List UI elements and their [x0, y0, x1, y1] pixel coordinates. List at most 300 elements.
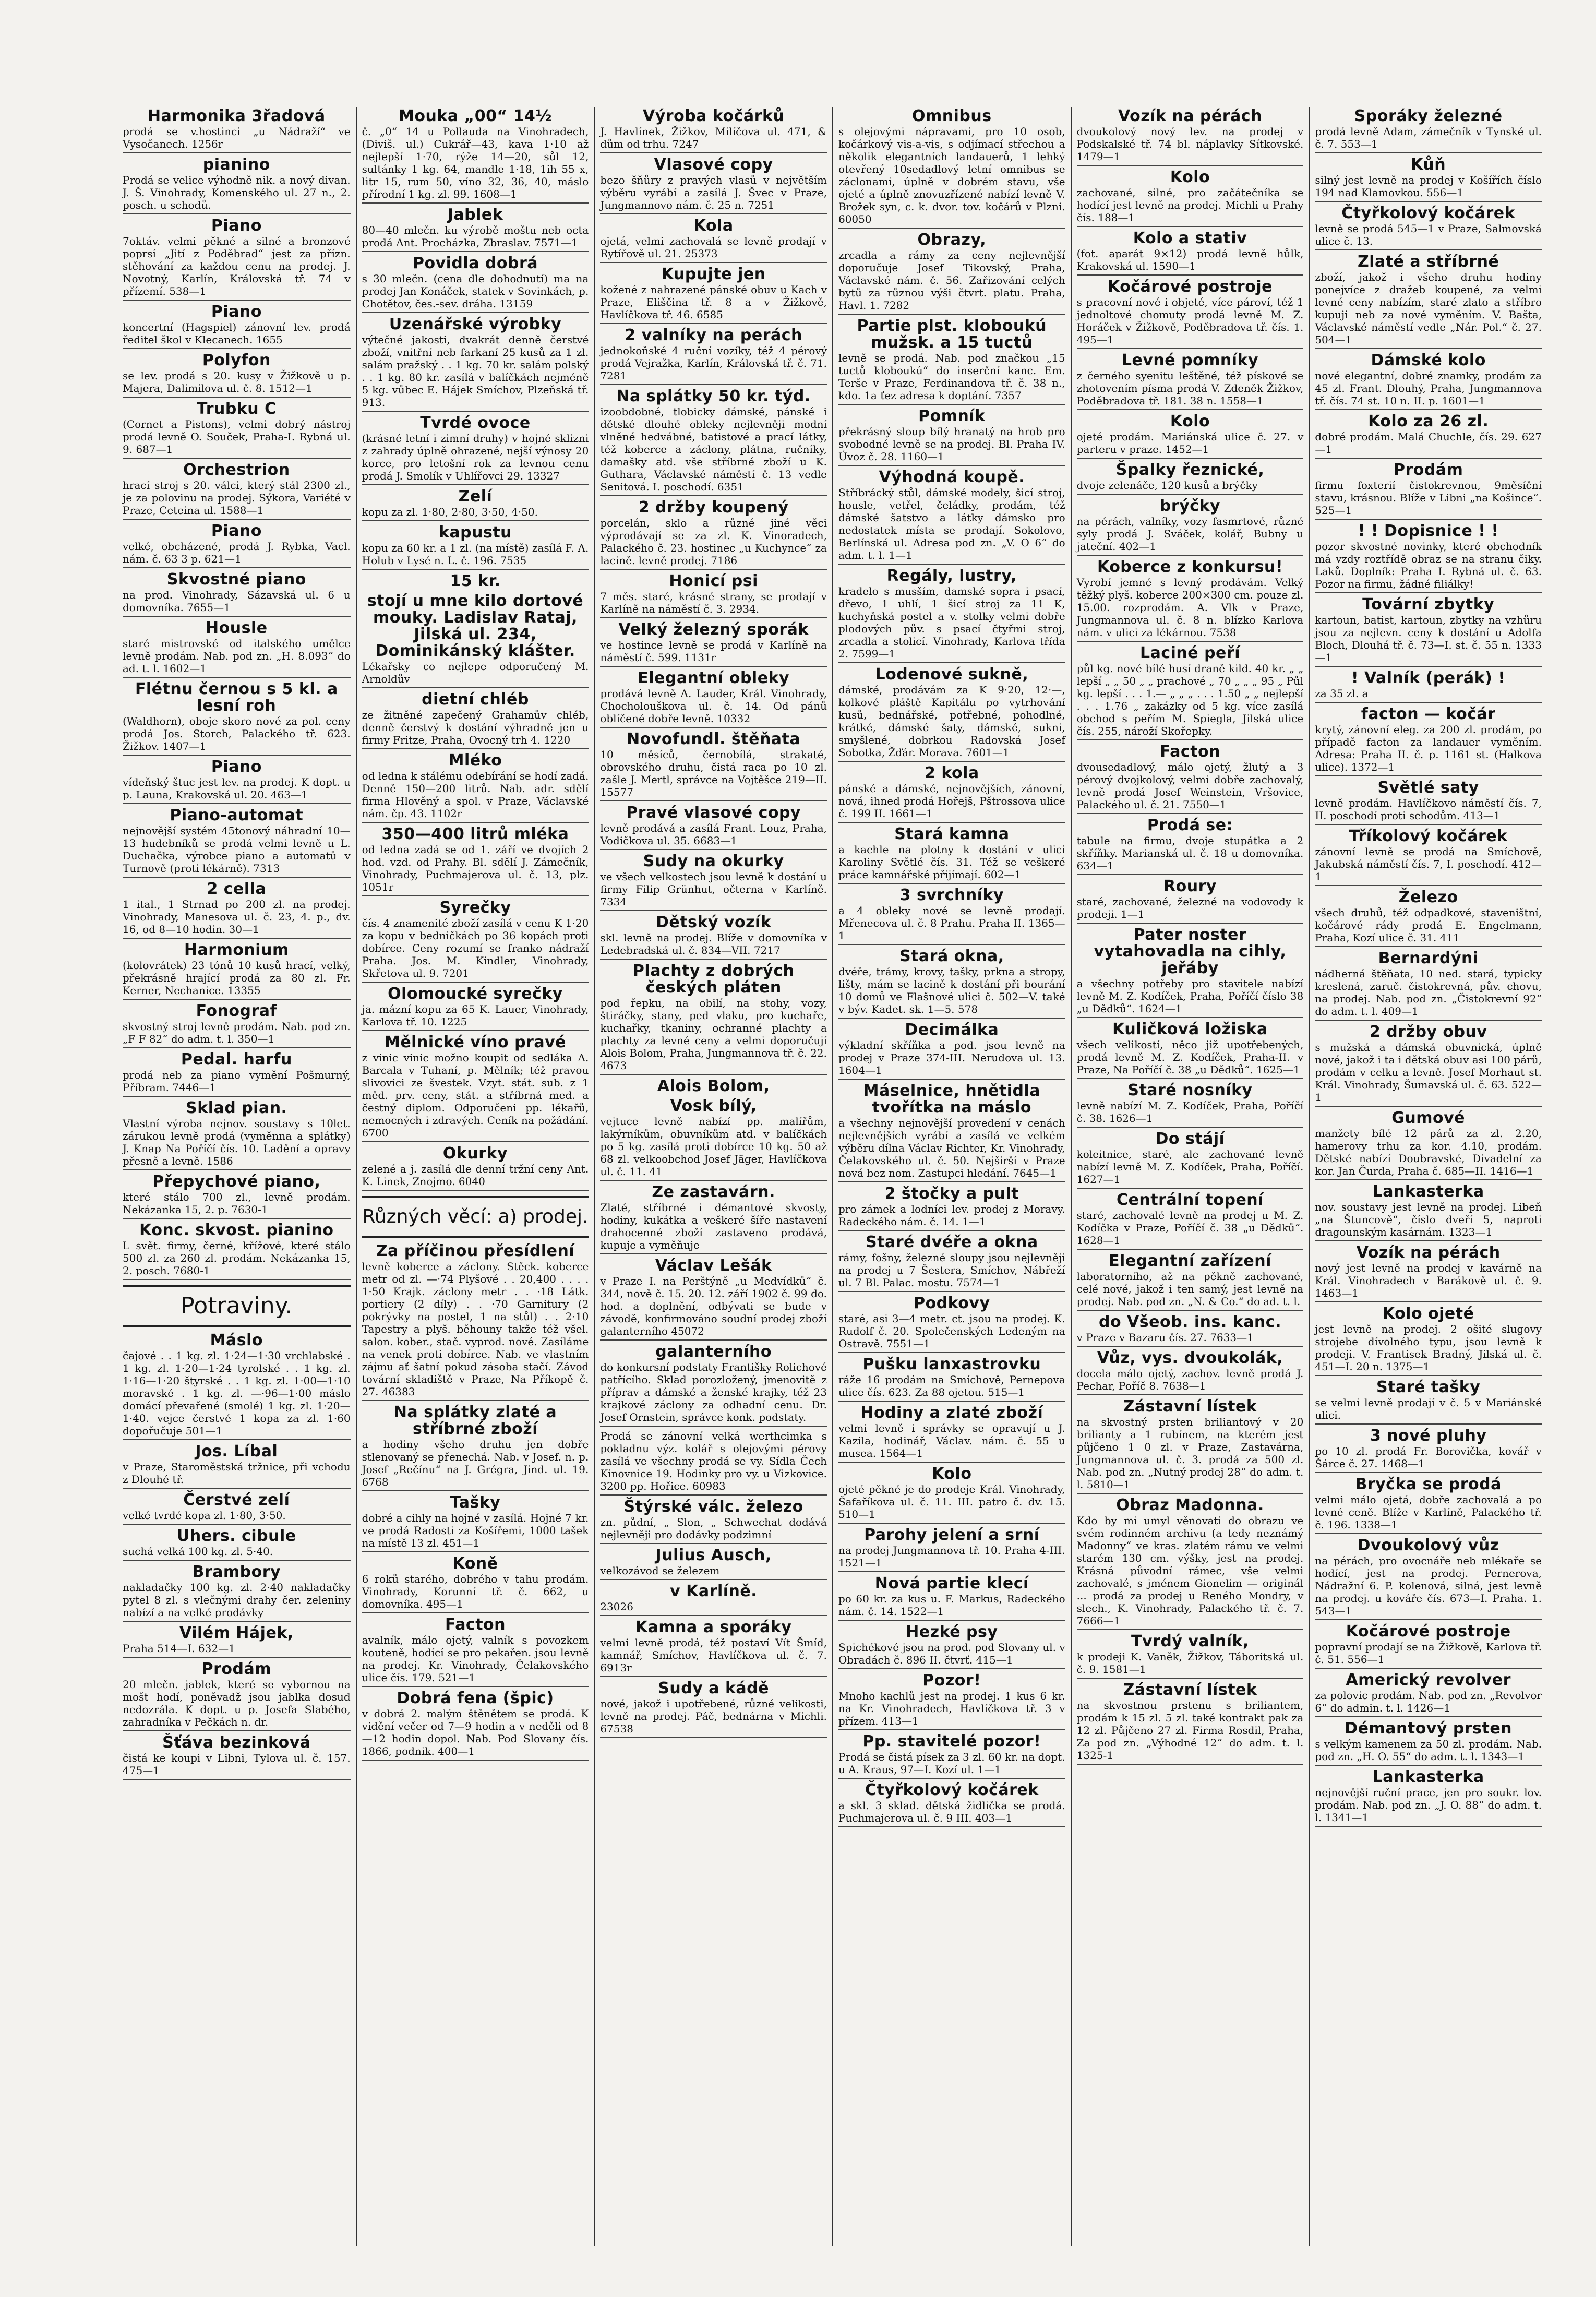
ad-title: Plachty z dobrých českých pláten — [632, 962, 795, 997]
ad-title: Vlasové copy — [654, 155, 773, 174]
ad-body: levně se prodá 545—1 v Praze, Salmovská ulice č. 13. — [1315, 222, 1542, 250]
ad-title: Vilém Hájek, — [179, 1624, 294, 1642]
ad-title: Dobrá fena (špic) — [397, 1689, 554, 1707]
ad-body: L svět. firmy, černé, křížové, které stálo 500 zl. za 260 zl. prodám. Nekázanka 15, 2. posch. 7680-1 — [123, 1239, 351, 1280]
ad-body: staré mistrovské od italského umělce levně prodám. Nab. pod zn. „H. 8.093“ do ad. t. l. 1602—1 — [123, 637, 351, 678]
classified-ad — [123, 1174, 351, 1219]
classified-ad — [1077, 352, 1304, 410]
ad-title: Kuličková ložiska — [1112, 1020, 1268, 1038]
classified-ad — [123, 218, 351, 301]
ad-body: nový jest levně na prodej v kavárně na Král. Vinohradech v Barákově ul. č. 9. 1463—1 — [1315, 1262, 1542, 1302]
ad-title: 2 držby obuv — [1369, 1023, 1487, 1041]
ad-title: Čtyřkolový kočárek — [1341, 204, 1516, 222]
classified-ad — [1077, 1497, 1304, 1630]
ad-title: Kamna a sporáky — [635, 1618, 792, 1636]
ad-body: (Cornet a Pistons), velmi dobrý nástroj prodá levně O. Souček, Praha-I. Rybná ul. 9. 687—1 — [123, 418, 351, 459]
ad-title: 3 svrchníky — [899, 886, 1004, 904]
ad-body: velké, obcházené, prodá J. Rybka, Vacl. nám. č. 63 3 p. 621—1 — [123, 540, 351, 568]
ad-title: Vozík na pérách — [1118, 107, 1262, 125]
ad-body: nov. soustavy jest levně na prodej. Libeň „na Štuncově“, číslo dveří 5, naproti dragounským kasárnám. 1323—1 — [1315, 1201, 1542, 1241]
ad-body: manžety bílé 12 párů za zl. 2.20, hamerovy trhu za kor. 4.10, prodám. Dětské nabízí Doubravské, Divadelní za kor. Jan Čurda, Praha č. 685—II. 1416—1 — [1315, 1127, 1542, 1180]
ad-title: Povidla dobrá — [413, 254, 538, 272]
ad-body: prodává levně A. Lauder, Král. Vinohrady, Chocholouškova ul. č. 14. Od pánů oblíčené dobře levně. 10332 — [600, 687, 827, 728]
ad-title: Honicí psi — [669, 572, 758, 590]
ad-title: Sklad pian. — [186, 1099, 287, 1117]
ad-body: s mužská a dámská obuvnická, úplně nové, jakož i ta i dětská obuv asi 100 párů, prodám v celku a levně. Josef Morhaut st. Král. Vinohrady, Šumavská ul. č. 63. 522—1 — [1315, 1041, 1542, 1107]
classified-ad — [1077, 817, 1304, 875]
classified-ad — [838, 469, 1065, 565]
classified-ad — [1315, 352, 1542, 410]
ad-title: Pozor! — [922, 1671, 981, 1690]
ad-body: jest levně na prodej. 2 ošité slugovy strojebe dívolného typu, jsou levně k prodeji. V. Frantisek Bradný, Jilská ul. č. 451—I. 20 n. 1375—1 — [1315, 1323, 1542, 1376]
ad-title: Stará okna, — [899, 947, 1004, 965]
ad-body: čajové . . 1 kg. zl. 1·24—1·30 vrchlabské . 1 kg. zl. 1·20—1·24 tyrolské . . 1 kg. zl. 1·16—1·20 štyrské . . 1 kg. zl. 1·00—1·10 moravské . 1 kg. zl. —·96—1·00 máslo domácí převařené (smolé) 1 kg. zl. 1·20—1·40. vejce čerstvé 1 kopa za zl. 1·60 dopořučuje 501—1 — [123, 1349, 351, 1440]
ad-title: Železo — [1398, 888, 1458, 906]
ad-body: laboratorního, až na pěkně zachované, celé nové, jakož i ten samý, jest levně na prodej. Nab. pod zn. „N. & Co.“ do ad. t. l. — [1077, 1270, 1304, 1311]
ad-body: výkladní skříňka a pod. jsou levně na prodej v Praze 374-III. Nerudova ul. 13. 1604—1 — [838, 1039, 1065, 1080]
ad-title: Šťáva bezinková — [162, 1733, 311, 1752]
ad-title: galanterního — [655, 1343, 772, 1361]
ad-title: Václav Lešák — [655, 1257, 772, 1275]
ad-title: Trubku C — [197, 400, 277, 418]
ad-title: Konc. skvost. pianino — [139, 1221, 334, 1239]
classified-ad — [1077, 1082, 1304, 1128]
ad-title: Prodám — [201, 1660, 272, 1678]
ad-title: Tvrdé ovoce — [420, 414, 531, 432]
ad-title: Mléko — [448, 751, 502, 770]
column-2 — [356, 107, 594, 2246]
classified-ad — [600, 1258, 827, 1341]
classified-ad — [838, 1624, 1065, 1669]
classified-ad — [1315, 1024, 1542, 1107]
ad-body: (kolovrátek) 23 tónů 10 kusů hrací, velký, překrásně hrající prodá za 80 zl. Fr. Kerner, Nechanice. 13355 — [123, 959, 351, 1000]
ad-title: Regály, lustry, — [886, 567, 1017, 585]
classified-ad — [362, 691, 589, 749]
ad-title: Prodá se: — [1147, 816, 1233, 834]
classified-ad — [123, 1443, 351, 1489]
ad-body: a 4 obleky nové se levně prodají. Mřenecova ul. č. 8 Prahu. Praha II. 1365—1 — [838, 904, 1065, 945]
ad-title: brýčky — [1159, 497, 1221, 515]
ad-title: Vozík na pérách — [1356, 1243, 1501, 1262]
classified-ad — [123, 807, 351, 878]
classified-ad — [838, 568, 1065, 663]
ad-body: rámy, fošny, železné sloupy jsou nejlevněji na prodej u 7 Šestera, Smíchov, Nábřeží ul. 7 Bl. Palac. mostu. 7574—1 — [838, 1251, 1065, 1292]
ad-body: půl kg. nové bílé husí draně kild. 40 kr. „ „ lepší „ „ 50 „ „ prachové „ 70 „ „ „ 95 „ Půl kg. lepší . . . 1.— „ „ „ . . . 1.50 „ „ nejlepší . . . 1.76 „ zakázky od 5 kg. více zasílá obchod s peřím M. Spiegla, Jilská ulice čís. 255, nároží Skořepky. — [1077, 662, 1304, 740]
classified-ad — [838, 408, 1065, 466]
ad-body: nové elegantní, dobré znamky, prodám za 45 zl. Frant. Dlouhý, Praha, Jungmannova tř. čís. 74 st. 10 n. II. p. 1601—1 — [1315, 369, 1542, 410]
ad-title: Roury — [1163, 877, 1217, 895]
ad-body: 7 měs. staré, krásné strany, se prodají v Karlíně na náměstí č. 3. 2934. — [600, 590, 827, 618]
section-heading: Potraviny. — [123, 1285, 351, 1327]
ad-title: 2 držby koupený — [638, 498, 789, 517]
classified-ad — [600, 1098, 827, 1181]
ad-title: Zelí — [458, 487, 493, 506]
classified-ad — [838, 1356, 1065, 1402]
ad-title: Stará kamna — [894, 825, 1010, 843]
classified-ad — [1315, 1428, 1542, 1473]
ad-title: Světlé saty — [1377, 779, 1479, 797]
ad-title: Elegantní zařízení — [1109, 1252, 1271, 1270]
classified-ad — [600, 1547, 827, 1580]
classified-ad — [1077, 108, 1304, 166]
classified-ad — [123, 1492, 351, 1525]
ad-body: 1 ital., 1 Strnad po 200 zl. na prodej. Vinohrady, Manesova ul. č. 23, 4. p., dv. 16, od 8—10 hodin. 30—1 — [123, 898, 351, 939]
ad-body: pozor skvostné novinky, které obchodník má vzdy roztřídě obraz se na stranu čiky. Laků. Doplník: Praha I. Rybná ul. č. 63. Pozor na firmu, žádné filiálky! — [1315, 540, 1542, 593]
ad-body: se lev. prodá s 20. kusy v Žižkově u p. Majera, Dalimilova ul. č. 8. 1512—1 — [123, 369, 351, 398]
ad-body: v Praze I. na Perštýně „u Medvídků“ č. 344, nově č. 15. 20. 12. září 1902 č. 99 do. hod. a doplnění, odbývati se bude v závodě, konfirmováno soudní prodej zboží galanterního 45072 — [600, 1275, 827, 1341]
ad-title: Jablek — [447, 206, 503, 224]
ad-body: krytý, zánovní eleg. za 200 zl. prodám, po případě facton za landauer vyměním. Adresa: Praha II. č. p. 1161 st. (Halkova ulice). 1372—1 — [1315, 723, 1542, 776]
ad-body: bezo šňůry z pravých vlasů v největším výběru vyrábí a zasílá J. Švec v Praze, Jungmannovo nám. č. 25 n. 7251 — [600, 174, 827, 214]
ad-title: Máselnice, hnětidla tvořítka na máslo — [863, 1082, 1041, 1117]
ad-body: 20 mlečn. jablek, které se vybornou na mošt hodí, poněvadž jsou jablka dosud nedozrála. K dopt. u p. Josefa Slabého, zahradníka v Pečkách n. dr. — [123, 1678, 351, 1731]
classified-ad — [1077, 1398, 1304, 1494]
ad-title: Piano — [211, 217, 262, 235]
ad-body: jednokoňské 4 ruční vozíky, též 4 pérový prodá Vejražka, Karlín, Královská tř. č. 71. 7281 — [600, 344, 827, 385]
classified-ad — [362, 593, 589, 688]
classified-ad — [838, 887, 1065, 945]
ad-title: v Karlíně. — [670, 1582, 758, 1600]
ad-title: stojí u mne kilo dortové mouky. Ladislav Rataj, Jilská ul. 234, Dominikánský klášter. — [367, 592, 584, 660]
ad-body: ojeté pěkné je do prodeje Král. Vinohrady, Šafaříkova ul. č. 11. III. patro č. dv. 15. 510—1 — [838, 1483, 1065, 1524]
ad-title: Gumové — [1391, 1109, 1466, 1127]
column-5 — [1071, 107, 1309, 2246]
ad-title: Levné pomníky — [1121, 351, 1259, 369]
ad-body: kradelo s musším, damské sopra i psací, dřevo, 1 uhlí, 1 šicí stroj za 11 K, kuchyňská postel a v. stolky velmi dobře plodových pův. s psací čtyřmi stroj, zrcadla a stolicí. Vinohrady, Karlova třída 2. 7599—1 — [838, 585, 1065, 663]
classified-ad — [600, 157, 827, 214]
ad-body: do konkursní podstaty Františky Rolichové patřícího. Sklad porozložený, jmenovitě z příprav a dámské a ženské krajky, též 23 krajkové záclony za odhadní cenu. Dr. Josef Ornstein, správce konk. podstaty. — [600, 1361, 827, 1427]
ad-title: Kupujte jen — [661, 265, 766, 283]
ad-body: všech druhů, též odpadkové, staveništní, kočárové rády prodá E. Engelmann, Praha, Kozí ulice č. 31. 411 — [1315, 906, 1542, 947]
classified-ad — [838, 108, 1065, 229]
ad-body: vídeňský štuc jest lev. na prodej. K dopt. u p. Launa, Krakovská ul. 20. 463—1 — [123, 776, 351, 804]
ad-body: překrásný sloup bílý hranatý na hrob pro svobodné levně se na prodej. Bl. Praha IV. Úvoz č. 28. 1160—1 — [838, 425, 1065, 466]
ad-body: nejnovější ruční prace, jen pro soukr. lov. prodám. Nab. pod zn. „J. O. 88“ do adm. t. l. 1341—1 — [1315, 1786, 1542, 1827]
ad-body: ze žitněné zapečený Grahamův chléb, denně čerstvý k dostání výhradně jen u firmy Fritze, Praha, Ovocný trh 4. 1220 — [362, 709, 589, 749]
classified-ad — [600, 266, 827, 324]
classified-ad — [838, 666, 1065, 762]
classified-ad — [1077, 462, 1304, 495]
ad-title: Zástavní lístek — [1123, 1397, 1257, 1416]
ad-body: čís. 4 znamenité zboží zasílá v cenu K 1·20 za kopu v bedničkách po 36 kopách proti dobírce. Ceny rozumí se franko nádraží Praha. Jos. M. Kindler, Vinohrady, Skřetova ul. 9. 7201 — [362, 917, 589, 983]
ad-title: ! Valník (perák) ! — [1351, 669, 1506, 687]
ad-body: s pracovní nové i objeté, více pároví, též 1 jednoltové chomuty prodá levně M. Z. Horáček v Žižkově, Poděbradova tř. čís. 1. 495—1 — [1077, 296, 1304, 349]
ad-title: Staré nosníky — [1127, 1081, 1253, 1099]
classified-ad — [123, 108, 351, 153]
ad-body: nové, jakož i upotřebené, různé velikosti, levně na prodej. Páč, bednárna v Michli. 67538 — [600, 1697, 827, 1738]
classified-ad — [123, 1564, 351, 1622]
classified-ad — [838, 1234, 1065, 1292]
ad-title: Kočárové postroje — [1108, 278, 1273, 296]
ad-body: na skvostný prsten briliantový v 20 brilianty a 1 rubínem, na kterém jest půjčeno 1 0 zl. v Praze, Zastavárna, Jungmannova ul. č. 3. prodá za 500 zl. Nab. pod zn. „Nutný prodej 28“ do adm. t. l. 5810—1 — [1077, 1416, 1304, 1494]
ad-body: kartoun, batist, kartoun, zbytky na vzhůru jsou za nejlevn. ceny k dostání u Adolfa Bloch, Dlouhá tř. č. 73—I. st. č. 55 n. 1333—1 — [1315, 614, 1542, 667]
ad-title: Koně — [452, 1554, 498, 1573]
ad-title: pianino — [202, 155, 270, 174]
classified-ad — [362, 573, 589, 590]
ad-title: Špalky řeznické, — [1115, 461, 1265, 479]
classified-ad — [600, 1499, 827, 1544]
classified-ad — [123, 304, 351, 349]
ad-body: staré, asi 3—4 metr. ct. jsou na prodej. K. Rudolf č. 20. Společenských Ledeným na Ostravě. 7551—1 — [838, 1312, 1065, 1353]
classified-ad — [838, 1022, 1065, 1080]
ad-title: 350—400 litrů mléka — [381, 825, 569, 843]
ad-body: docela málo ojetý, zachov. levně prodá J. Pechar, Poříč 8. 7638—1 — [1077, 1367, 1304, 1395]
ad-title: Jos. Líbal — [195, 1442, 278, 1461]
ad-body: a skl. 3 sklad. dětská židlička se prodá. Puchmajerova ul. č. 9 III. 403—1 — [838, 1799, 1065, 1827]
ad-body: staré, zachované, železné na vodovody k prodeji. 1—1 — [1077, 895, 1304, 924]
ad-body: tabule na firmu, dvoje stupátka a 2 skříňky. Marianská ul. č. 18 u domovníka. 634—1 — [1077, 834, 1304, 875]
ad-title: Novofundl. štěňata — [627, 730, 801, 748]
classified-ad — [1077, 230, 1304, 276]
ad-title: Piano — [211, 303, 262, 321]
classified-ad — [1315, 1672, 1542, 1717]
classified-ad — [123, 462, 351, 520]
column-1 — [117, 107, 356, 2246]
classified-ad — [123, 759, 351, 804]
classified-ad — [362, 1034, 589, 1142]
ad-body: skl. levně na prodej. Blíže v domovníka v Ledebradská ul. č. 834—VII. 7217 — [600, 931, 827, 960]
classified-ad — [1077, 1633, 1304, 1679]
ad-body: které stálo 700 zl., levně prodám. Nekázanka 15, 2. p. 7630-1 — [123, 1191, 351, 1219]
ad-body: izoobdobné, tlobicky dámské, pánské i dětské dlouhé obleky nejlevněji modní vlněné hedvábné, batistové a prací látky, též koberce a záclony, plátna, ručníky, damašky atd. vše stříbrné zboží u K. Guthara, Václavské náměstí č. 13 vedle Senitová. I. poschodí. 6351 — [600, 405, 827, 496]
ad-body: levně nabízí M. Z. Kodíček, Praha, Poříčí č. 38. 1626—1 — [1077, 1099, 1304, 1128]
ad-body: suchá velká 100 kg. zl. 5·40. — [123, 1545, 351, 1561]
classified-ad — [1315, 889, 1542, 947]
ad-body: ráže 16 prodám na Smíchově, Pernepova ulice čís. 623. Za 88 ojetou. 515—1 — [838, 1373, 1065, 1402]
ad-title: Skvostné piano — [166, 570, 306, 589]
ad-body: s velkým kamenem za 50 zl. prodám. Nab. pod zn. „H. O. 55“ do adm. t. l. 1343—1 — [1315, 1738, 1542, 1766]
ad-body: levně koberce a záclony. Stěck. koberce metr od zl. —·74 Plyšové . . 20,400 . . . . 1·50 Krajk. záclony metr . . ·18 Látk. portiery (2 díly) . . ·70 Garnitury (2 pokrývky na postel, 1 na stůl) . . 2·10 Tapestry a plyš. běhouny takže též všel. salon. kober., stač. vyprod. nové. Zasíláme na venek proti dobírce. Nab. ve vlastním zájmu ať šatní pokud zásoba stačí. Závod tovární skladiště v Praze, Na Příkopě č. 27. 46383 — [362, 1260, 589, 1401]
ad-title: Pedal. harfu — [181, 1050, 292, 1069]
ad-title: Na splátky zlaté a stříbrné zboží — [393, 1403, 557, 1438]
ad-title: Staré dvéře a okna — [866, 1233, 1038, 1251]
ad-body: na skvostnou prstenu s briliantem, prodám k 15 zl. 5 zl. také kontrakt pak za 12 zl. Půjčeno 27 zl. Firma Rosdil, Praha, Za pod zn. „Výhodné 12“ do adm. t. l. 1325-1 — [1077, 1699, 1304, 1765]
ad-title: Podkovy — [914, 1294, 990, 1312]
classified-ad — [123, 881, 351, 939]
classified-ad — [362, 826, 589, 896]
ad-title: Čtyřkolový kočárek — [865, 1781, 1039, 1799]
classified-ad — [362, 108, 589, 204]
ad-title: Hezké psy — [906, 1623, 998, 1641]
ad-title: Centrální topení — [1117, 1191, 1264, 1209]
ad-title: Máslo — [210, 1331, 263, 1349]
classified-ad — [600, 1430, 827, 1496]
ad-title: Okurky — [442, 1144, 508, 1163]
ad-title: Orchestrion — [183, 461, 290, 479]
ad-body: Vyrobí jemné s levný prodávám. Velký těžký plyš. koberce 200×300 cm. pouze zl. 15.00. rozprodám. A. Vlk v Praze, Jungmannova ul. č. 8 n. blízko Karlova nám. v ulici za lékárnou. 7538 — [1077, 576, 1304, 642]
newspaper-page — [117, 107, 1547, 2246]
classified-ad — [1077, 559, 1304, 642]
ad-title: dietní chléb — [422, 690, 529, 709]
classified-ad — [1315, 1110, 1542, 1180]
ad-body: ve všech velkostech jsou levně k dostání u firmy Filip Grünhut, očterna v Karlíně. 7334 — [600, 870, 827, 911]
ad-title: Fonograf — [196, 1002, 278, 1020]
ad-title: Dámské kolo — [1371, 351, 1486, 369]
classified-ad — [1315, 523, 1542, 593]
ad-body: nádherná štěňata, 10 ned. stará, typicky kreslená, zaruč. čistokrevná, pův. chovu, na prodej. Nab. pod zn. „Čistokrevní 92“ do adm. t. l. 409—1 — [1315, 967, 1542, 1021]
ad-title: Harmonika 3řadová — [148, 107, 326, 125]
ad-title: Piano — [211, 758, 262, 776]
ad-title: Flétnu černou s 5 kl. a lesní roh — [135, 680, 338, 715]
classified-ad — [600, 914, 827, 960]
section-heading: Různých věcí: a) prodej. — [362, 1196, 589, 1238]
ad-title: kapustu — [438, 523, 512, 542]
column-4 — [832, 107, 1071, 2246]
classified-ad — [1077, 927, 1304, 1018]
ad-body: Prodá se čistá písek za 3 zl. 60 kr. na dopt. u A. Kraus, 97—I. Kozí ul. 1—1 — [838, 1751, 1065, 1779]
classified-ad — [123, 352, 351, 398]
ad-body: silný jest levně na prodej v Košířích číslo 194 nad Klamovkou. 556—1 — [1315, 174, 1542, 202]
ad-title: Uzenářské výrobky — [389, 315, 562, 333]
ad-title: 15 kr. — [450, 572, 501, 590]
classified-ad — [1077, 498, 1304, 556]
ad-title: Decimálka — [905, 1021, 999, 1039]
ad-title: Obraz Madonna. — [1116, 1496, 1264, 1514]
ad-body: na pérách, valníky, vozy fasmrtové, různé syly prodá J. Sváček, kolář, Bubny u jateční. 402—1 — [1077, 515, 1304, 556]
ad-body: (krásné letní i zimní druhy) v hojné sklizni z zahrady úplně ohrazené, nejší výnosy 20 korce, pro letošní rok za levnou cenu prodá J. Smolík v Uhlířovci 29. 13327 — [362, 432, 589, 485]
ad-title: Pp. stavitelé pozor! — [862, 1732, 1041, 1751]
ad-title: Parohy jelení a srní — [864, 1526, 1040, 1544]
classified-ad — [1077, 1131, 1304, 1189]
ad-body: kopu za zl. 1·80, 2·80, 3·50, 4·50. — [362, 506, 589, 521]
ad-body: a kachle na plotny k dostání v ulici Karoliny Světlé čís. 31. Též se veškeré práce kamnářské přijímají. 602—1 — [838, 843, 1065, 884]
ad-title: Piano — [211, 522, 262, 540]
ad-title: Olomoucké syrečky — [388, 985, 563, 1003]
classified-ad — [1315, 205, 1542, 250]
ad-body: v dobrá 2. malým štěnětem se prodá. K vidění večer od 7—9 hodin a v neděli od 8—12 hodin dopol. Nab. Pod Slovany čís. 1866, podnik. 400—1 — [362, 1707, 589, 1761]
ad-body: (Waldhorn), oboje skoro nové za pol. ceny prodá Jos. Storch, Palackého tř. 623. Žižkov. 1407—1 — [123, 715, 351, 756]
classified-ad — [600, 853, 827, 911]
ad-title: Sporáky železné — [1354, 107, 1503, 125]
classified-ad — [362, 415, 589, 485]
ad-title: Do stájí — [1155, 1130, 1225, 1148]
classified-ad — [1315, 1720, 1542, 1766]
ad-body: koncertní (Hagspiel) zánovní lev. prodá ředitel škol v Klecanech. 1655 — [123, 321, 351, 349]
ad-title: Pomník — [918, 407, 986, 425]
ad-body: na prodej Jungmannova tř. 10. Praha 4-III. 1521—1 — [838, 1544, 1065, 1572]
ad-body: k prodeji K. Vaněk, Žižkov, Táboritská ul. č. 9. 1581—1 — [1077, 1650, 1304, 1679]
classified-ad — [1315, 670, 1542, 703]
classified-ad — [838, 1782, 1065, 1827]
ad-body: a všechny nejnovější provedení v cenách nejlevnějších vyrábí a zasílá ve velkém výběru dílna Václav Richter, Kr. Vinohrady, Čelakovského ul. č. 50. Nejširší v Praze nová bez nom. Zastupci hledání. 7645—1 — [838, 1117, 1065, 1182]
ad-body: 80—40 mlečn. ku výrobě moštu neb octa prodá Ant. Procházka, Zbraslav. 7571—1 — [362, 224, 589, 252]
ad-body: nejnovější systém 45tonový náhradní 10—13 hudebníků se prodá velmi levně u L. Duchačka, výrobce piano a automatů v Turnově (proti lékárně). 7313 — [123, 824, 351, 878]
ad-body: dvousedadlový, málo ojetý, žlutý a 3 pérový dvojkolový, velmi dobře zachovalý, levně prodá Josef Weinstein, Vršovice, Palackého ul. č. 21. 7550—1 — [1077, 761, 1304, 814]
classified-ad — [838, 948, 1065, 1019]
ad-title: Tříkolový kočárek — [1349, 827, 1508, 845]
ad-body: od ledna zadá se od 1. září ve dvojích 2 hod. vzd. od Prahy. Bl. sdělí J. Zámečník, Vinohrady, Puchmajerova ul. č. 13, plz. 1051r — [362, 843, 589, 896]
ad-title: Mouka „00“ 14½ — [399, 107, 552, 125]
ad-body: všech velikostí, něco již upotřebených, prodá levně M. Z. Kodíček, Praha-II. v Praze, Na Poříčí č. 38 „u Dědků“. 1625—1 — [1077, 1038, 1304, 1079]
ad-body: velkozávod se železem — [600, 1564, 827, 1580]
ad-body: pánské a dámské, nejnovějších, zánovní, nová, ihned prodá Hořejš, Pštrossova ulice č. 199 II. 1661—1 — [838, 782, 1065, 823]
ad-body: Mnoho kachlů jest na prodej. 1 kus 6 kr. na Kr. Vinohradech, Havlíčkova tř. 3 v přízem. 413—1 — [838, 1690, 1065, 1730]
ad-title: Čerstvé zelí — [183, 1491, 290, 1509]
ad-title: Facton — [445, 1616, 506, 1634]
ad-body: se velmi levně prodají v č. 5 v Mariánské ulici. — [1315, 1396, 1542, 1425]
classified-ad — [838, 1405, 1065, 1463]
ad-body: z vinic vinic možno koupit od sedláka A. Barcala v Tuhaní, p. Mělník; též pravou slivovici ze švestek. Vzyt. stát. sub. z 1 měd. prv. ceny, stát. a stříbrná med. a čestný diplom. Odporučeni pp. lékařů, nemocných i zdravých. Ceník na požádání. 6700 — [362, 1051, 589, 1142]
classified-ad — [600, 388, 827, 496]
classified-ad — [600, 1680, 827, 1738]
ad-body: velmi levně i správky se opravují u J. Kazila, hodinář, Václav. nám. č. 55 u musea. 1564—1 — [838, 1422, 1065, 1463]
ad-title: Velký železný sporák — [618, 620, 809, 639]
ad-body: zelené a j. zasílá dle denní tržní ceny Ant. K. Linek, Znojmo. 6040 — [362, 1163, 589, 1191]
ad-body: v Praze, Staroměstská tržnice, při vchodu z Dlouhé tř. — [123, 1461, 351, 1489]
ad-body: velké tvrdé kopa zl. 1·80, 3·50. — [123, 1509, 351, 1525]
ad-body: v Praze v Bazaru čís. 27. 7633—1 — [1077, 1331, 1304, 1347]
classified-ad — [1315, 1623, 1542, 1669]
classified-ad — [600, 1344, 827, 1427]
classified-ad — [1315, 706, 1542, 776]
classified-ad — [600, 670, 827, 728]
ad-title: 2 štočky a pult — [884, 1185, 1019, 1203]
ad-title: Zlaté a stříbrné — [1357, 253, 1499, 271]
classified-ad — [1315, 1183, 1542, 1241]
classified-ad — [362, 488, 589, 521]
classified-ad — [838, 826, 1065, 884]
ad-title: Ze zastavárn. — [652, 1183, 775, 1201]
classified-ad — [1077, 169, 1304, 227]
ad-title: Pravé vlasové copy — [626, 804, 801, 822]
ad-title: Obrazy, — [917, 231, 987, 249]
classified-ad — [1077, 279, 1304, 349]
classified-ad — [362, 1494, 589, 1552]
classified-ad — [1077, 1314, 1304, 1347]
ad-body: prodá neb za piano vymění Pošmurný, Příbram. 7446—1 — [123, 1069, 351, 1097]
classified-ad — [600, 805, 827, 850]
ad-body: s olejovými nápravami, pro 10 osob, kočárkový vis-a-vis, s odjímací střechou a několik elegantních landauerů, 1 lehký otevřený 10sedadlový letní omnibus se záclonami, úplně v dobrém stavu, vše ojeté a úplně znovuzřízené nabízí levně V. Brožek syn, c. k. dvor. tov. kočárů v Plzni. 60050 — [838, 125, 1065, 229]
ad-body: a všechny potřeby pro stavitele nabízí levně M. Z. Kodíček, Praha, Poříčí číslo 38 „u Dědků“. 1624—1 — [1077, 977, 1304, 1018]
ad-body: porcelán, sklo a různé jiné věci výprodávají se za zl. K. Vinoradech, Palackého č. 23. hostinec „u Kuchynce“ za lacině. levně prodej. 7186 — [600, 517, 827, 570]
ad-body: č. „0“ 14 u Pollauda na Vinohradech, (Diviš. ul.) Cukrář—43, kava 1·10 až nejlepší 1·70, rýže 14—20, sůl 12, sultánky 1 kg. 64, mandle 1·18, 1ih 55 x, litr 15, rum 50, víno 32, 36, 40, máslo přírodní 1 kg. zl. 99. 1608—1 — [362, 125, 589, 204]
ad-title: Nová partie klecí — [874, 1574, 1029, 1593]
ad-body: zn. půdní, „ Slon, „ Schwechat dodává nejlevněji pro dodávky podzimní — [600, 1516, 827, 1544]
ad-title: Sudy na okurky — [643, 852, 784, 870]
ad-body: levně prodává a zasílá Frant. Louz, Praha, Vodičkova ul. 35. 6683—1 — [600, 822, 827, 850]
classified-ad — [600, 499, 827, 570]
ad-title: Pušku lanxastrovku — [862, 1355, 1041, 1373]
ad-title: Kůň — [1411, 155, 1446, 174]
ad-body: Lékařsky co nejlepe odporučený M. Arnoldův — [362, 660, 589, 688]
classified-ad — [123, 401, 351, 459]
classified-ad — [838, 1527, 1065, 1572]
ad-body: výtečné jakosti, dvakrát denně čerstvé zboží, vnitřní neb farkaní 25 kusů za 1 zl. salám pražský . . 1 kg. 70 kr. salám polský . . 1 kg. 80 kr. zasílá v balíčkách nejméně 5 kg. vůbec E. Hájek Smíchov, Plzeňská tř. 913. — [362, 333, 589, 412]
ad-title: Kolo — [932, 1465, 972, 1483]
classified-ad — [123, 1332, 351, 1440]
ad-body: levně prodám. Havlíčkovo náměstí čís. 7, II. poschodí proti schodům. 413—1 — [1315, 797, 1542, 825]
classified-ad — [600, 1078, 827, 1095]
classified-ad — [362, 524, 589, 570]
classified-ad — [1315, 462, 1542, 520]
classified-ad — [838, 765, 1065, 823]
column-3 — [594, 107, 832, 2246]
ad-body: s 30 mlečn. (cena dle dohodnutí) ma na prodej Jan Konáček, statek v Sovinkách, p. Chotětov, čes.-sev. dráha. 13159 — [362, 272, 589, 313]
classified-ad — [123, 157, 351, 214]
classified-ad — [1077, 1253, 1304, 1311]
classified-ad — [362, 1145, 589, 1191]
classified-ad — [123, 1625, 351, 1658]
classified-ad — [1077, 744, 1304, 814]
ad-title: Prodám — [1393, 461, 1463, 479]
classified-ad — [600, 963, 827, 1075]
ad-body: ve hostince levně se prodá v Karlíně na náměstí č. 599. 1131r — [600, 639, 827, 667]
classified-ad — [362, 1617, 589, 1687]
ad-body: nakladačky 100 kg. zl. 2·40 nakladačky pytel 8 zl. s vlečnými drahy čer. zeleniny nabízí a na velké prodávky — [123, 1581, 351, 1622]
ad-body: ojeté prodám. Mariánská ulice č. 27. v parteru v praze. 1452—1 — [1077, 430, 1304, 459]
ad-title: Julius Ausch, — [655, 1546, 772, 1564]
ad-body: levně se prodá. Nab. pod značkou „15 tuctů kloboukú“ do inserční kanc. Em. Terše v Praze, Ferdinandova tř. č. 38 n., kdo. 1a ťez adresa k doptání. 7357 — [838, 352, 1065, 405]
